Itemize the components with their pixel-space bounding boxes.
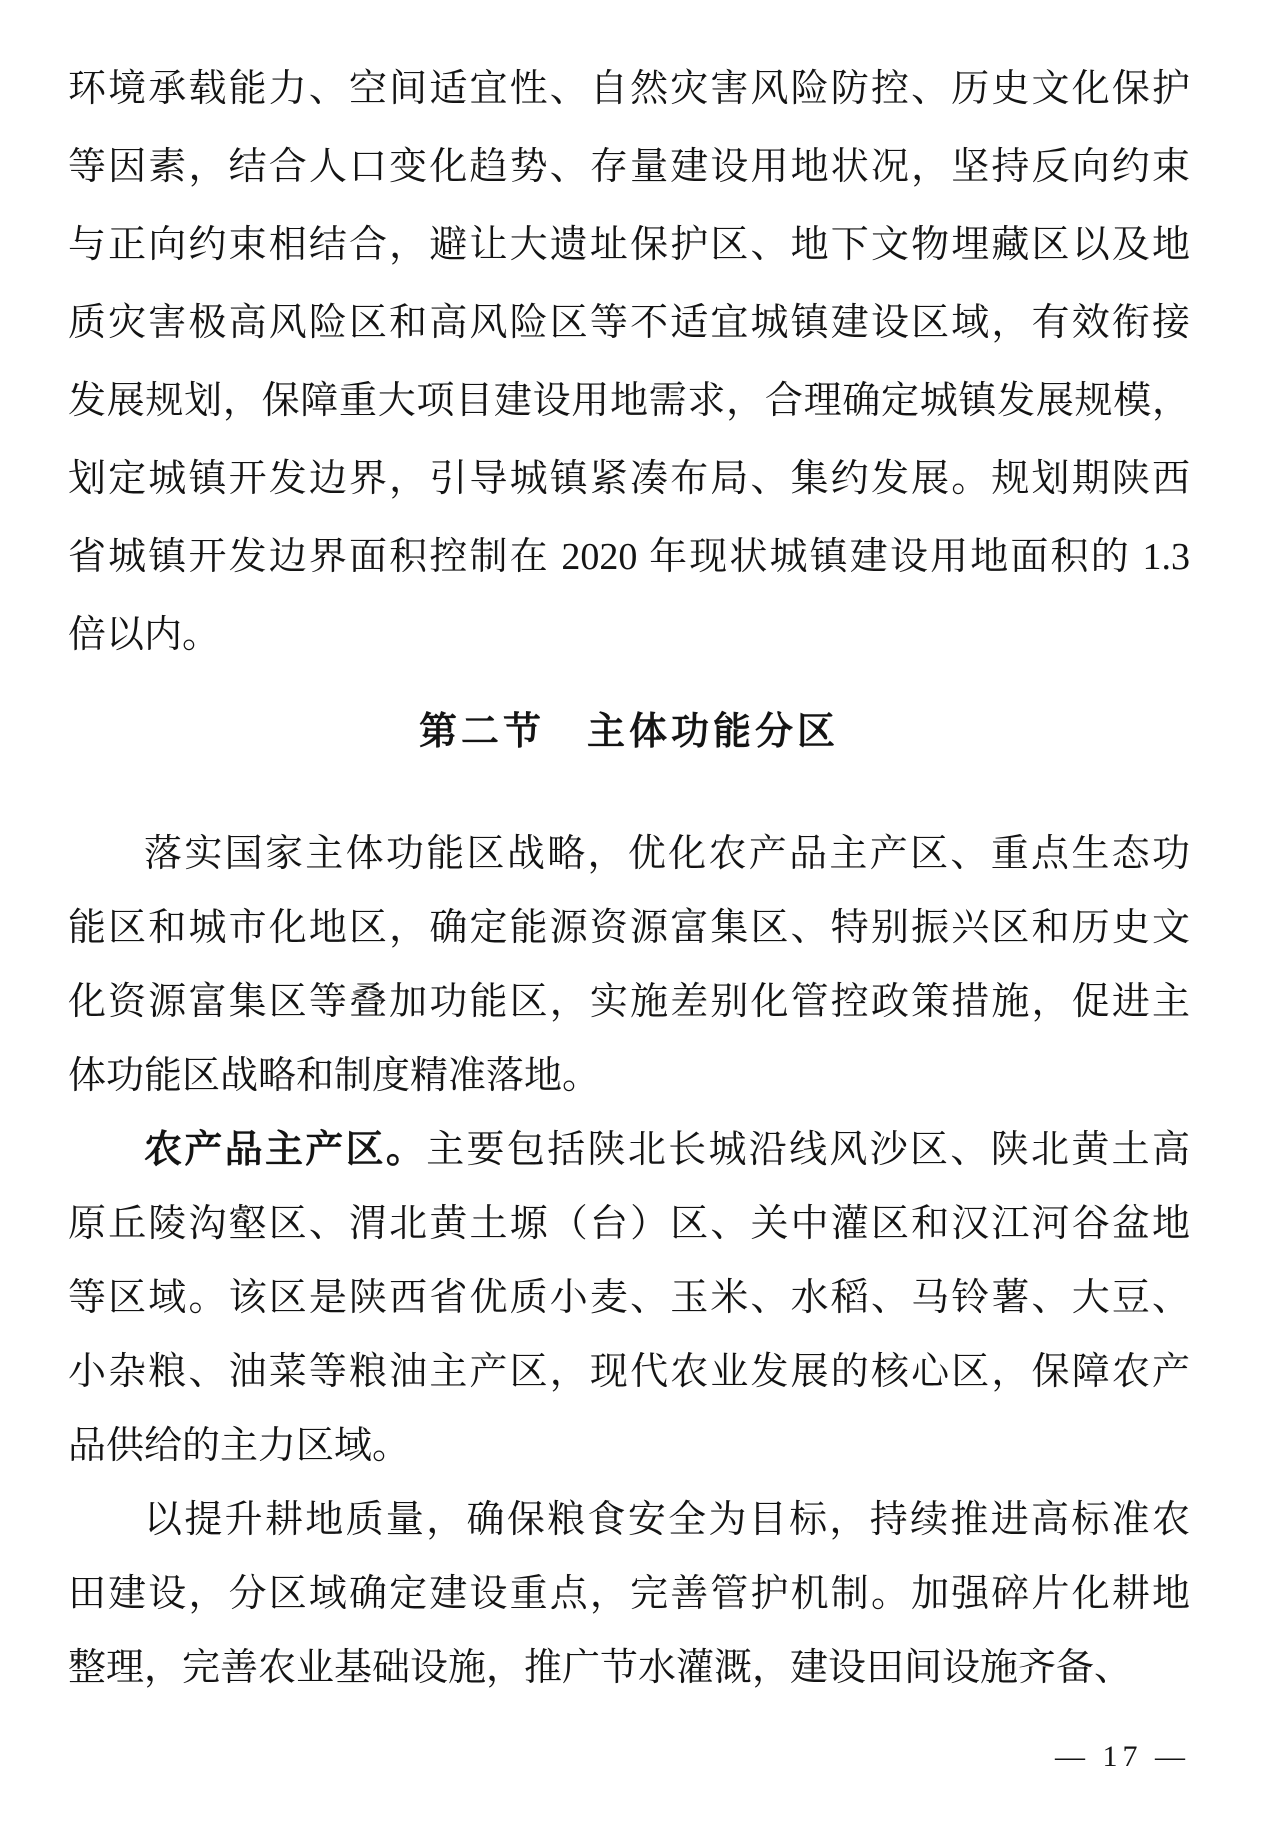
text-line: 落实国家主体功能区战略，优化农产品主产区、重点生态功 xyxy=(144,833,1190,875)
text-line: 原丘陵沟壑区、渭北黄土塬（台）区、关中灌区和汉江河谷盆地 xyxy=(68,1203,1190,1245)
text-line: 倍以内。 xyxy=(68,614,221,656)
text-line: 环境承载能力、空间适宜性、自然灾害风险防控、历史文化保护 xyxy=(68,68,1190,110)
text-line: 与正向约束相结合，避让大遗址保护区、地下文物埋藏区以及地 xyxy=(68,224,1190,266)
text-line: 以提升耕地质量，确保粮食安全为目标，持续推进高标准农 xyxy=(144,1499,1190,1541)
text-line: 体功能区战略和制度精准落地。 xyxy=(68,1055,601,1097)
text-line: 发展规划，保障重大项目建设用地需求，合理确定城镇发展规模， xyxy=(68,380,1190,422)
text-line: 品供给的主力区域。 xyxy=(68,1425,411,1467)
paragraph-4 xyxy=(68,1483,1190,1705)
paragraph-1 xyxy=(68,50,1190,674)
text-line: 质灾害极高风险区和高风险区等不适宜城镇建设区域，有效衔接 xyxy=(68,302,1190,344)
text-line: 农产品主产区。主要包括陕北长城沿线风沙区、陕北黄土高 xyxy=(144,1129,1190,1171)
text-line: 等因素，结合人口变化趋势、存量建设用地状况，坚持反向约束 xyxy=(68,146,1190,188)
text-line: 省城镇开发边界面积控制在 2020 年现状城镇建设用地面积的 1.3 xyxy=(68,536,1190,578)
text-line: 整理，完善农业基础设施，推广节水灌溉，建设田间设施齐备、 xyxy=(68,1647,1133,1689)
text-line: 等区域。该区是陕西省优质小麦、玉米、水稻、马铃薯、大豆、 xyxy=(68,1277,1190,1319)
text-line: 化资源富集区等叠加功能区，实施差别化管控政策措施，促进主 xyxy=(68,981,1190,1023)
paragraph-3 xyxy=(68,1113,1190,1483)
text-line: 能区和城市化地区，确定能源资源富集区、特别振兴区和历史文 xyxy=(68,907,1190,949)
paragraph-2 xyxy=(68,817,1190,1113)
text-line: 划定城镇开发边界，引导城镇紧凑布局、集约发展。规划期陕西 xyxy=(68,458,1190,500)
text-line: 小杂粮、油菜等粮油主产区，现代农业发展的核心区，保障农产 xyxy=(68,1351,1190,1393)
text-line: 田建设，分区域确定建设重点，完善管护机制。加强碎片化耕地 xyxy=(68,1573,1190,1615)
page-number: — 17 — xyxy=(1055,1740,1190,1773)
section-heading: 第二节 主体功能分区 xyxy=(418,711,839,753)
document-body xyxy=(68,0,1190,1705)
bold-lead: 农产品主产区。 xyxy=(144,1129,427,1171)
